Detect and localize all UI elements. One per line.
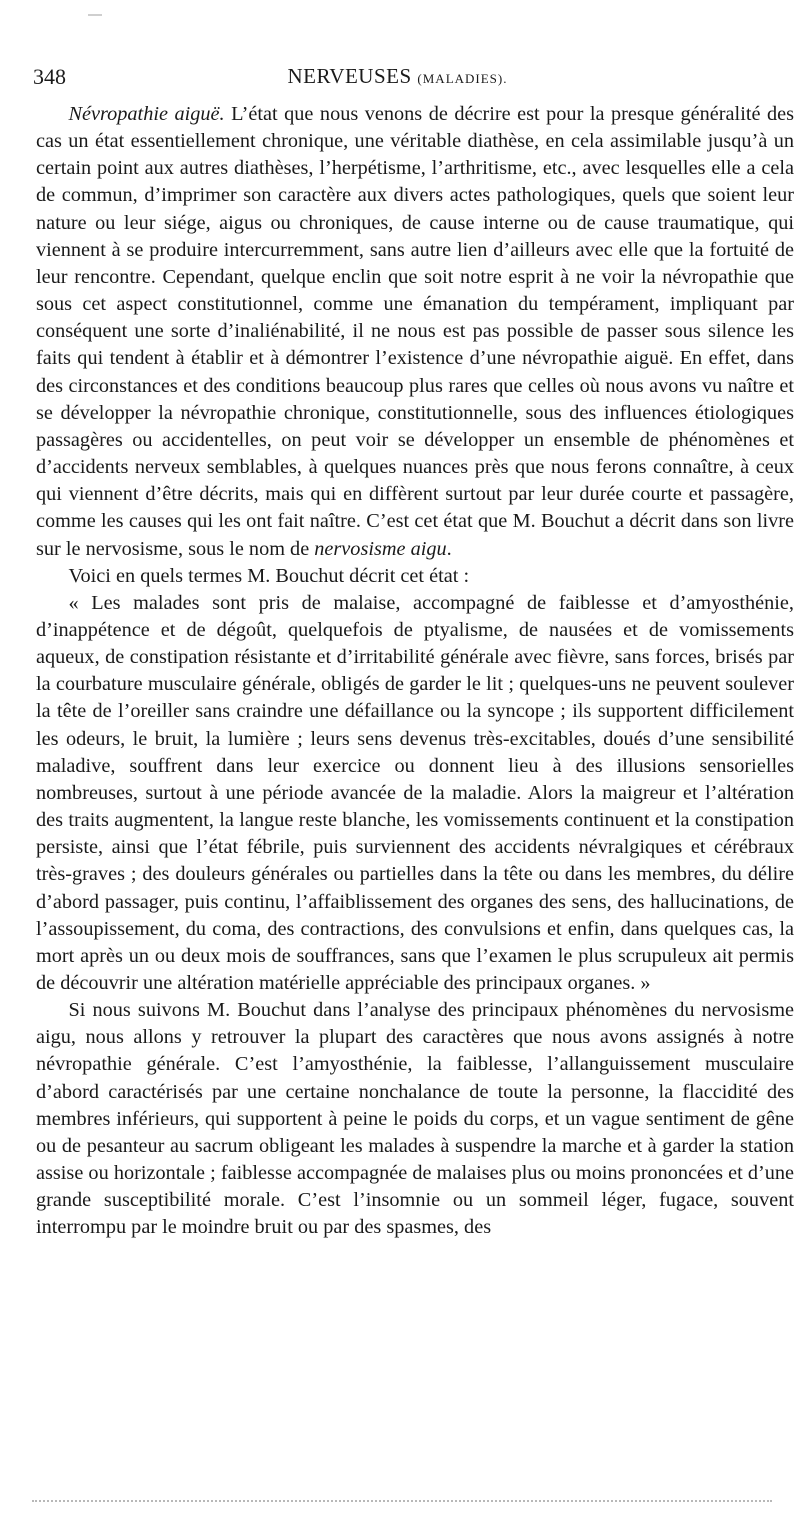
body-text [36, 101, 794, 1242]
page-number: 348 [33, 64, 66, 89]
paragraph-tail: . [446, 537, 452, 560]
paragraph-quote: « Les malades sont pris de malaise, accompagné de faiblesse et d’amyosthénie, d’inappétence et de dégoût, quelquefois de ptyalisme, de nausées et de vomissements aqueux, de constipation résistante et d’irritabilité générale avec fièvre, sans forces, brisés par la courbature musculaire générale, obligés de garder le lit ; quelques-uns ne peuvent soulever la tête de l’oreiller sans craindre une défaillance ou la syncope ; ils supportent difficilement les odeurs, le bruit, la lumière ; leurs sens devenus très-excitables, doués d’une sensibilité maladive, souffrent dans leur exercice ou donnent lieu à des illusions sensorielles nombreuses, surtout à une période avancée de la maladie. Alors la maigreur et l’altération des traits augmentent, la langue reste blanche, les vomissements continuent et la constipation persiste, ainsi que l’état fébrile, puis surviennent des accidents névralgiques et cérébraux très-graves ; des douleurs générales ou partielles dans la tête ou dans les membres, du délire d’abord passager, puis continu, l’affaiblissement des organes des sens, des hallucinations, de l’assoupissement, du coma, des contractions, des convulsions et enfin, dans quelques cas, la mort après un ou deux mois de souffrances, sans que l’examen le plus scrupuleux ait permis de découvrir une altération matérielle appréciable des principaux organes. » [36, 591, 794, 994]
paragraph-text: L’état que nous venons de décrire est pour la presque généralité des cas un état essentiellement chronique, une véritable diathèse, en cela assimilable jusqu’à un certain point aux autres diathèses, l’herpétisme, l’arthritisme, etc., avec lesquelles elle a cela de commun, d’imprimer son caractère aux divers actes pathologiques, quels que soient leur nature ou leur siége, aigus ou chroniques, de cause interne ou de cause traumatique, qui viennent à se produire intercurremment, sans autre lien d’ailleurs avec elle que la fortuité de leur rencontre. Cependant, quelque enclin que soit notre esprit à ne voir la névropathie que sous cet aspect constitutionnel, comme une émanation du tempérament, impliquant par conséquent une sorte d’inaliénabilité, il ne nous est pas possible de passer sous silence les faits qui tendent à établir et à démontrer l’existence d’une névropathie aiguë. En effet, dans des circonstances et des conditions beaucoup plus rares que celles où nous avons vu naître et se développer la névropathie chronique, constitutionnelle, sous des influences étiologiques passagères ou accidentelles, on peut voir se développer un ensemble de phénomènes et d’accidents nerveux semblables, à quelques nuances près que nous ferons connaître, à ceux qui viennent d’être décrits, mais qui en diffèrent surtout par leur durée courte et passagère, comme les causes qui les ont fait naître. C’est cet état que M. Bouchut a décrit dans son livre sur le nervosisme, sous le nom de [36, 103, 794, 560]
footer-faint-line [32, 1500, 772, 1502]
running-head [33, 64, 762, 89]
section-lead: Névropathie aiguë. [68, 103, 225, 125]
running-subtitle: (MALADIES). [417, 71, 508, 86]
page-header [33, 64, 762, 98]
paragraph-4: Si nous suivons M. Bouchut dans l’analyse des principaux phénomènes du nervosisme aigu, nous allons y retrouver la plupart des caractères que nous avons assignés à notre névropathie générale. C’est l’amyosthénie, la faiblesse, l’allanguissement musculaire d’abord caractérisés par une certaine nonchalance de toute la personne, la flaccidité des membres inférieurs, qui supportent à peine le poids du corps, et un vague sentiment de gêne ou de pesanteur au sacrum obligeant les malades à suspendre la marche et à garder la station assise ou horizontale ; faiblesse accompagnée de malaises plus ou moins prononcées et d’une grande susceptibilité morale. C’est l’insomnie ou un sommeil léger, fugace, souvent interrompu par le moindre bruit ou par des spasmes, des [36, 999, 794, 1239]
running-title: NERVEUSES [287, 64, 412, 88]
print-speck [88, 14, 102, 16]
italic-term: nervosisme aigu [314, 537, 447, 560]
paragraph-1 [36, 101, 794, 563]
paragraph-2: Voici en quels termes M. Bouchut décrit cet état : [68, 564, 470, 587]
